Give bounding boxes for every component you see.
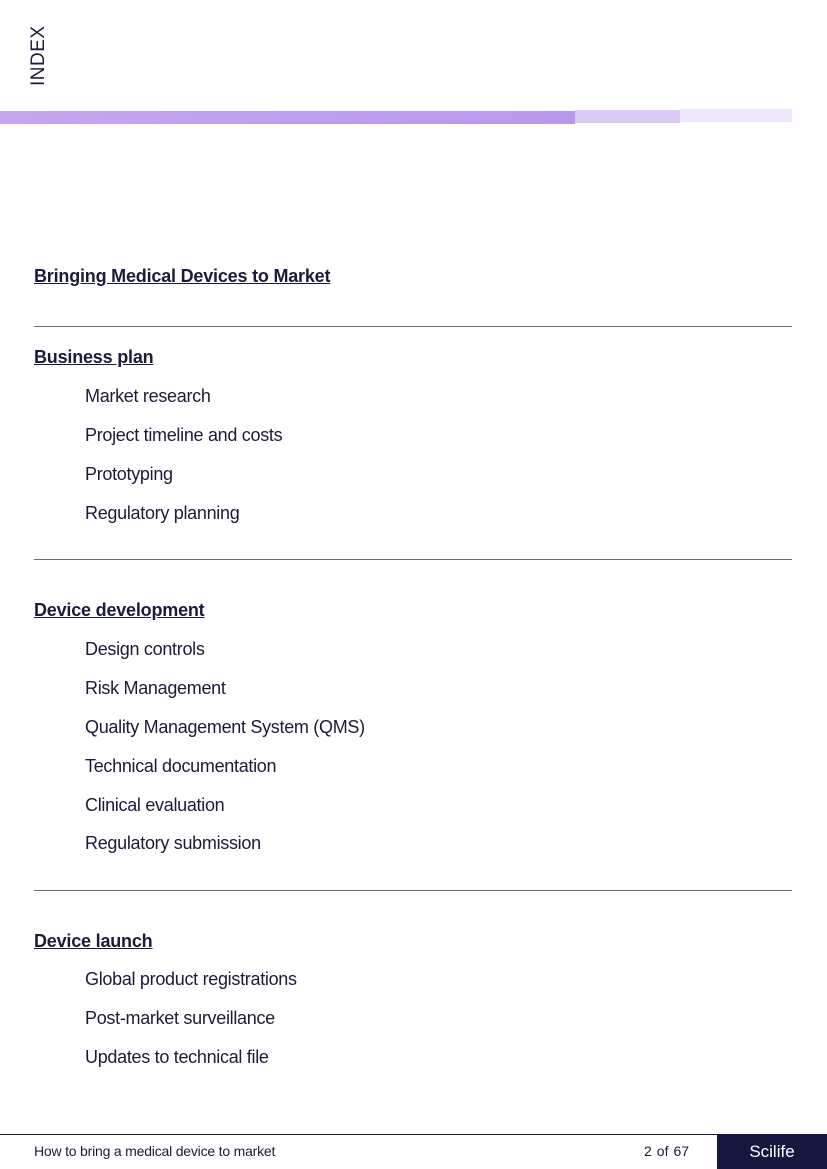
toc-item-post-market-surveillance: Post-market surveillance [85,1008,275,1028]
brand-logo [717,1134,827,1169]
footer-divider [0,1134,827,1135]
toc-item-clinical-evaluation: Clinical evaluation [85,795,225,815]
section-title-device-launch[interactable]: Device launch [34,931,153,951]
page-current: 2 [644,1143,652,1159]
section-divider [34,326,792,327]
toc-item-technical-documentation: Technical documentation [85,756,277,776]
section-divider [34,890,792,891]
toc-item-regulatory-planning: Regulatory planning [85,503,240,523]
footer-document-title: How to bring a medical device to market [34,1143,276,1159]
toc-item-project-timeline: Project timeline and costs [85,425,283,445]
main-title-link[interactable]: Bringing Medical Devices to Market [34,266,331,286]
toc-item-prototyping: Prototyping [85,464,173,484]
toc-item-regulatory-submission: Regulatory submission [85,833,261,853]
header-band-tertiary [680,109,792,122]
page-of: of [656,1143,669,1159]
section-title-device-development[interactable]: Device development [34,600,205,620]
footer-page-number [644,1143,694,1159]
index-side-label: INDEX [28,25,49,86]
toc-item-market-research: Market research [85,386,211,406]
header-band-secondary [575,110,680,123]
toc-item-qms: Quality Management System (QMS) [85,717,365,737]
brand-name: Scilife [749,1141,795,1161]
toc-item-risk-management: Risk Management [85,678,226,698]
section-title-business-plan[interactable]: Business plan [34,347,154,367]
page-total: 67 [673,1143,690,1159]
toc-item-technical-file-updates: Updates to technical file [85,1047,269,1067]
toc-item-design-controls: Design controls [85,639,205,659]
section-divider [34,559,792,560]
toc-item-global-registrations: Global product registrations [85,969,297,989]
header-band-primary [0,111,575,124]
